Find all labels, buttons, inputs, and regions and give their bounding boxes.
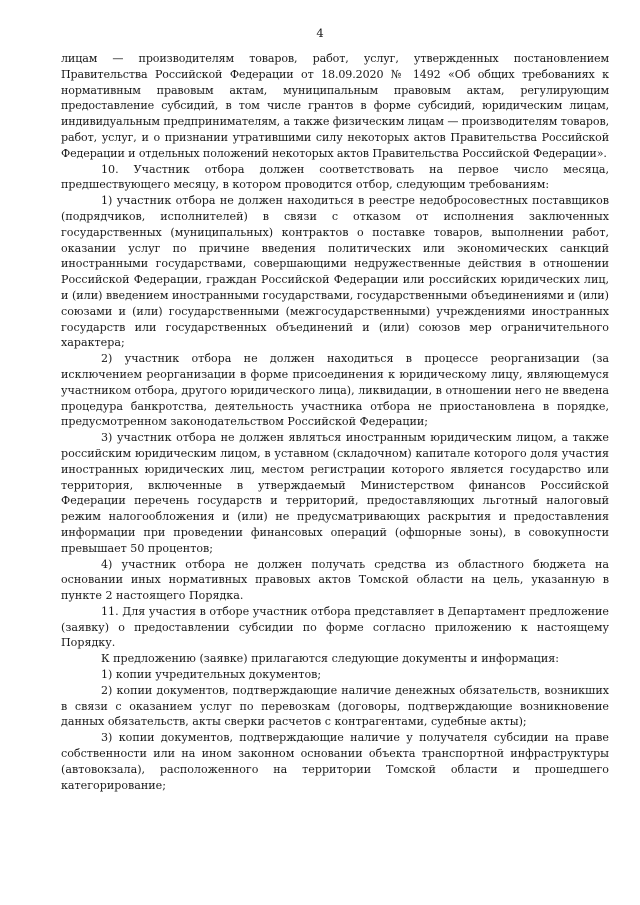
- paragraph-clause-11: 11. Для участия в отборе участник отбора представляет в Департамент предложение (заявку) о предоставлении субсидии по форме согласно приложению к настоящему Порядку.: [61, 604, 609, 650]
- paragraph-attachment-1: 1) копии учредительных документов;: [101, 668, 322, 682]
- page-number: 4: [316, 26, 324, 40]
- paragraph-attachments-intro: К предложению (заявке) прилагаются следующие документы и информация:: [101, 652, 559, 666]
- paragraph-attachment-2: 2) копии документов, подтверждающие наличие денежных обязательств, возникших в связи с оказанием услуг по перевозкам (договоры, подтверждающие возникновение данных обязательств, акты сверки расчетов с контрагентами, судебные акты);: [61, 683, 609, 729]
- paragraph-requirement-2: 2) участник отбора не должен находиться в процессе реорганизации (за исключением реорганизации в форме присоединения к юридическому лицу, являющемуся участником отбора, другого юридического лица), ликвидации, в отношении него не введена процедура банкротства, деятельность участника отбора не приостановлена в порядке, предусмотренном законодательством Российской Федерации;: [61, 352, 609, 429]
- document-body: [61, 51, 609, 793]
- paragraph-clause-10: 10. Участник отбора должен соответствовать на первое число месяца, предшествующего месяцу, в котором проводится отбор, следующим требованиям:: [61, 162, 609, 192]
- paragraph-continuation: лицам — производителям товаров, работ, услуг, утвержденных постановлением Правительства Российской Федерации от 18.09.2020 № 1492 «Об общих требованиях к нормативным правовым актам, муниципальным правовым актам, регулирующим предоставление субсидий, в том числе грантов в форме субсидий, юридическим лицам, индивидуальным предпринимателям, а также физическим лицам — производителям товаров, работ, услуг, и о признании утратившими силу некоторых актов Правительства Российской Федерации и отдельных положений некоторых актов Правительства Российской Федерации».: [61, 52, 609, 160]
- paragraph-attachment-3: 3) копии документов, подтверждающие наличие у получателя субсидии на праве собственности или на ином законном основании объекта транспортной инфраструктуры (автовокзала), расположенного на территории Томской области и прошедшего категорирование;: [61, 731, 609, 792]
- paragraph-requirement-3: 3) участник отбора не должен являться иностранным юридическим лицом, а также российским юридическим лицом, в уставном (складочном) капитале которого доля участия иностранных юридических лиц, местом регистрации которого является государство или территория, включенные в утверждаемый Министерством финансов Российской Федерации перечень государств и территорий, предоставляющих льготный налоговый режим налогообложения и (или) не предусматривающих раскрытия и предоставления информации при проведении финансовых операций (офшорные зоны), в совокупности превышает 50 процентов;: [61, 431, 609, 555]
- paragraph-requirement-4: 4) участник отбора не должен получать средства из областного бюджета на основании иных нормативных правовых актов Томской области на цель, указанную в пункте 2 настоящего Порядка.: [61, 557, 609, 603]
- paragraph-requirement-1: 1) участник отбора не должен находиться в реестре недобросовестных поставщиков (подрядчиков, исполнителей) в связи с отказом от исполнения заключенных государственных (муниципальных) контрактов о поставке товаров, выполнении работ, оказании услуг по причине введения политических или экономических санкций иностранными государствами, совершающими недружественные действия в отношении Российской Федерации, граждан Российской Федерации или российских юридических лиц, и (или) введением иностранными государствами, государственными объединениями и (или) союзами и (или) государственными (межгосударственными) учреждениями иностранных государств или государственных объединений и (или) союзов мер ограничительного характера;: [61, 194, 609, 350]
